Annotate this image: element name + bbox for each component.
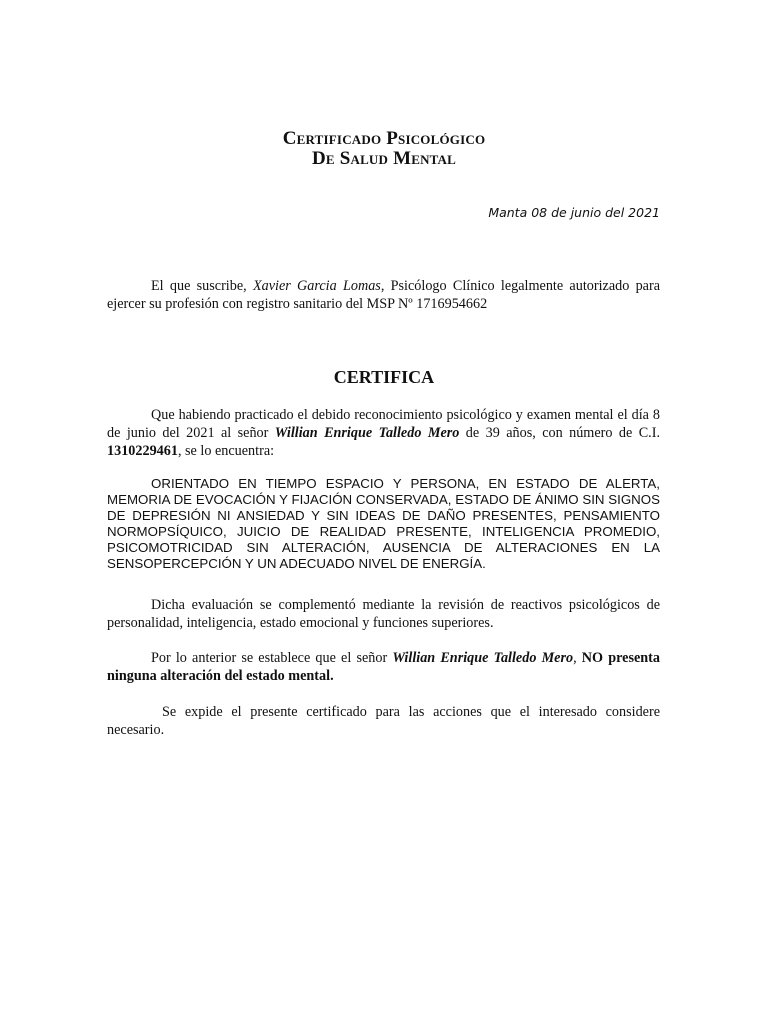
closing-text: Se expide el presente certificado para las acciones que el interesado considere necesario.: [107, 704, 660, 738]
patient-ci: 1310229461: [107, 443, 178, 459]
conclusion-paragraph: [107, 649, 660, 685]
exam-text-3: , se lo encuentra:: [177, 443, 275, 459]
conclusion-text-2: ,: [573, 650, 582, 666]
evaluation-paragraph: Dicha evaluación se complementó mediante la revisión de reactivos psicológicos de personalidad, inteligencia, estado emocional y funciones superiores.: [107, 597, 660, 631]
findings-paragraph: ORIENTADO EN TIEMPO ESPACIO Y PERSONA, EN ESTADO DE ALERTA, MEMORIA DE EVOCACIÓN Y FIJACIÓN CONSERVADA, ESTADO DE ÁNIMO SIN SIGNOS DE DEPRESIÓN NI ANSIEDAD Y SIN IDEAS DE DAÑO PRESENTES, PENSAMIENTO NORMOPSÍQUICO, JUICIO DE REALIDAD PRESENTE, INTELIGENCIA PROMEDIO, PSICOMOTRICIDAD SIN ALTERACIÓN, AUSENCIA DE ALTERACIONES EN LA SENSOPERCEPCIÓN Y UN ADECUADO NIVEL DE ENERGÍA.: [107, 476, 660, 571]
patient-name: Willian Enrique Talledo Mero: [274, 425, 460, 441]
intro-text-1: El que suscribe,: [151, 278, 253, 294]
exam-text-2: de 39 años, con número de C.I.: [459, 425, 660, 441]
document-title-line1: Certificado Psicológico: [282, 128, 486, 149]
conclusion-patient-name: Willian Enrique Talledo Mero: [392, 650, 574, 666]
exam-text-1: Que habiendo practicado el debido reconocimiento psicológico y examen mental el día 8 de junio del 2021 al señor: [107, 407, 660, 441]
certifica-heading: CERTIFICA: [333, 367, 435, 387]
conclusion-text-1: Por lo anterior se establece que el señor: [151, 650, 393, 666]
exam-paragraph: [107, 406, 660, 460]
intro-paragraph: [107, 277, 660, 313]
document-title-line2: De Salud Mental: [311, 148, 457, 169]
psychologist-name: Xavier Garcia Lomas: [252, 278, 381, 294]
closing-paragraph: [107, 703, 660, 739]
document-date: Manta 08 de junio del 2021: [488, 205, 660, 220]
conclusion-verdict: NO presenta ninguna alteración del estado mental.: [107, 650, 660, 684]
intro-text-2: , Psicólogo Clínico legalmente autorizado para ejercer su profesión con registro sanitario del MSP Nº 1716954662: [107, 278, 660, 312]
